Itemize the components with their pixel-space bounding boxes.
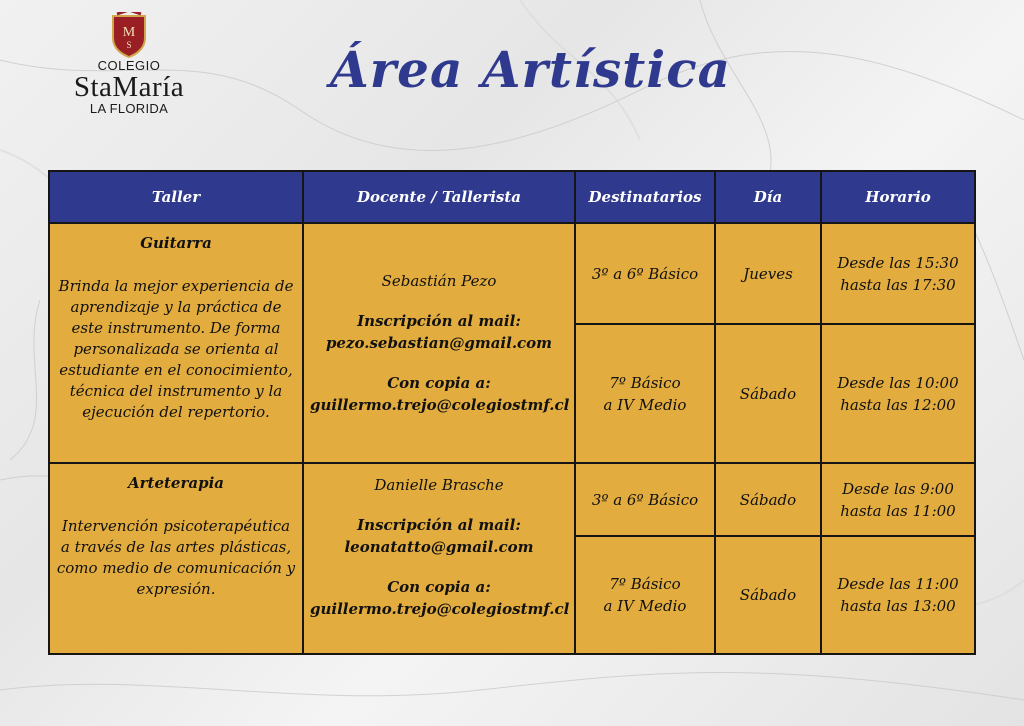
table-header-row [49,171,975,223]
docente-name: Sebastián Pezo [381,272,497,290]
logo-line-location: LA FLORIDA [89,101,169,116]
horario-line2: hasta las 13:00 [840,597,956,615]
header-horario: Horario [821,171,975,223]
docente-cell [303,463,575,654]
destinatarios-line1: 7º Básico [609,373,681,392]
destinatarios-cell [575,463,715,536]
page-title: Área Artística [330,40,732,99]
destinatarios-line2: a IV Medio [603,395,687,414]
horario-cell [821,463,975,536]
inscripcion-mail: pezo.sebastian@gmail.com [325,334,553,352]
logo-line-name: StaMaría [73,71,185,103]
table-row [49,223,975,324]
svg-text:M: M [122,25,136,40]
horario-line1: Desde las 9:00 [842,479,954,498]
dia-cell: Sábado [715,324,821,463]
taller-cell [49,223,303,463]
header-taller: Taller [49,171,303,223]
horario-line2: hasta las 11:00 [840,501,956,520]
destinatarios-cell [575,324,715,463]
destinatarios-line1: 7º Básico [609,575,681,593]
taller-name: Arteterapia [127,474,224,492]
copia-mail: guillermo.trejo@colegiostmf.cl [310,396,570,414]
copia-mail: guillermo.trejo@colegiostmf.cl [310,600,570,618]
header-dia: Día [715,171,821,223]
logo-line-colegio: COLEGIO [97,58,161,73]
destinatarios-line1: 3º a 6º Básico [591,264,699,283]
destinatarios-cell [575,223,715,324]
taller-name: Guitarra [140,234,212,252]
destinatarios-line2: a IV Medio [603,597,687,615]
table-row [49,463,975,536]
horario-cell [821,223,975,324]
taller-cell [49,463,303,654]
school-logo [44,12,214,132]
header-docente: Docente / Tallerista [303,171,575,223]
inscripcion-label: Inscripción al mail: [357,516,521,534]
horario-line1: Desde las 10:00 [837,373,959,392]
docente-cell [303,223,575,463]
dia-cell: Sábado [715,463,821,536]
horario-line2: hasta las 12:00 [840,395,956,414]
horario-line1: Desde las 11:00 [837,575,959,593]
copia-label: Con copia a: [387,578,491,596]
copia-label: Con copia a: [387,374,491,392]
taller-description: Intervención psicoterapéutica a través de las artes plásticas, como medio de comunicación y expresión. [56,517,296,598]
inscripcion-mail: leonatatto@gmail.com [344,538,534,556]
destinatarios-cell [575,536,715,654]
svg-text:S: S [126,40,132,50]
dia-cell: Sábado [715,536,821,654]
horario-line2: hasta las 17:30 [840,275,956,294]
inscripcion-label: Inscripción al mail: [357,312,521,330]
destinatarios-line1: 3º a 6º Básico [591,490,699,509]
taller-description: Brinda la mejor experiencia de aprendizaje y la práctica de este instrumento. De forma personalizada se orienta al estudiante en el conocimiento, técnica del instrumento y la ejecución del repertorio. [58,277,294,421]
horario-cell [821,536,975,654]
horario-cell [821,324,975,463]
talleres-table [48,170,976,655]
horario-line1: Desde las 15:30 [837,253,959,272]
school-crest-icon [109,12,149,58]
dia-cell: Jueves [715,223,821,324]
header-destinatarios: Destinatarios [575,171,715,223]
docente-name: Danielle Brasche [374,476,504,494]
